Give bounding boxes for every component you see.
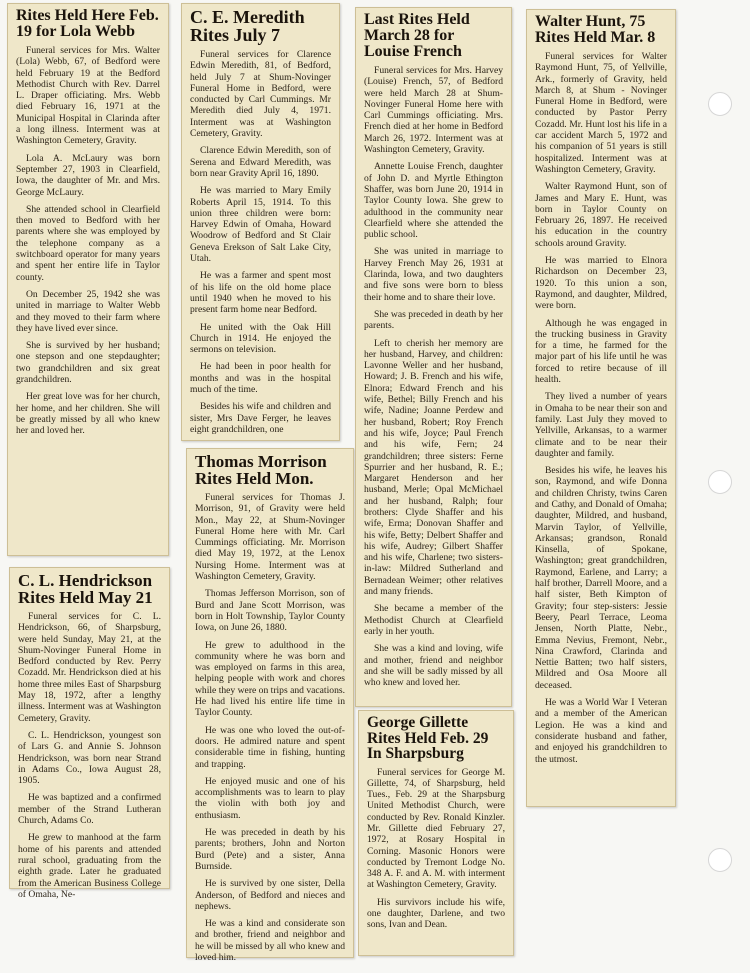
clipping-paragraph: He enjoyed music and one of his accomplishments was to learn to play the violin with both joy and enthusiasm. [195,775,345,821]
clipping-paragraph: He united with the Oak Hill Church in 1914. He enjoyed the sermons on television. [190,321,331,356]
clipping-paragraph: C. L. Hendrickson, youngest son of Lars G. and Annie S. Johnson Hendrickson, was born near Strand in Adams Co., Iowa August 28, 1905. [18,729,161,787]
clipping-paragraph: Left to cherish her memory are her husband, Harvey, and children: Lavonne Weller and her husband, Howard; J. B. French and his wife, Elnora; Edward French and his wife, Bethel; Billy French and his wife, Nadine; Joanne Perdew and her husband, Robert; Roy French and his wife, Joyce; Paul French and his wife, Fern; 24 grandchildren; three sisters: Ferne Spurrier and her husband, R. E.; Margaret Henderson and her husband, Merle; Opal McMichael and her husband, Ralph; four brothers: Clyde Shaffer and his wife, Erma; Donovan Shaffer and his wife, Betty; Delbert Shaffer and his wife, Audrey; Gilbert Shaffer and his wife, Charlene; two sisters-in-law: Mildred Sutherland and Bernadean Weimer; other relatives and many friends. [364,337,503,598]
clipping-paragraph: She is survived by her husband; one stepson and one stepdaughter; two grandchildren and six great grandchildren. [16,340,160,386]
obituary-clipping-walter-hunt [526,9,676,807]
clipping-headline: Thomas Morrison Rites Held Mon. [195,452,327,488]
clipping-paragraph: Walter Raymond Hunt, son of James and Mary E. Hunt, was born in Taylor County on February 26, 1897. He received his education in the country schools around Gravity. [535,181,667,249]
clipping-paragraph: On December 25, 1942 she was united in marriage to Walter Webb and they moved to their farm where they have lived ever since. [16,288,160,334]
clipping-paragraph: Annette Louise French, daughter of John D. and Myrtle Ethington Shaffer, was born June 20, 1914 in Taylor County Iowa. She grew to adulthood in the community near Clearfield where she attended the public school. [364,161,503,241]
clipping-paragraph: He was preceded in death by his parents; brothers, John and Norton Burd (Pete) and a sister, Anna Burnside. [195,827,345,872]
clipping-paragraph: Although he was engaged in the trucking business in Gravity for a time, he farmed for the major part of his life until he was forced to retire because of ill health. [535,317,667,386]
obituary-clipping-lola-webb [7,3,169,556]
clipping-headline: Last Rites Held March 28 for Louise French [364,11,470,60]
clipping-paragraph: She was preceded in death by her parents. [364,308,503,332]
obituary-clipping-george-gillette [358,710,514,956]
clipping-paragraph: He had been in poor health for months and was in the hospital much of the time. [190,361,331,396]
clipping-paragraph: Lola A. McLaury was born September 27, 1903 in Clearfield, Iowa, the daughter of Mr. and Mrs. George McLaury. [16,152,160,198]
obituary-clipping-ce-meredith [181,3,340,441]
clipping-paragraph: Thomas Jefferson Morrison, son of Burd and Jane Scott Morrison, was born in Holt Township, Taylor County Iowa, on June 26, 1880. [195,588,345,634]
clipping-paragraph: She became a member of the Methodist Church at Clearfield early in her youth. [364,603,503,637]
punch-hole [708,92,732,116]
clipping-paragraph: Funeral services for Walter Raymond Hunt, 75, of Yellville, Ark., formerly of Gravity, held March 8, at Shum - Novinger Funeral Home in Bedford, were conducted by Pastor Perry Cozadd. Mr. Hunt lost his life in a car accident March 5, 1972 and his companion of 51 years is still hospitalized. Interment was at Washington Cemetery, Gravity. [535,51,667,175]
clipping-paragraph: He grew to adulthood in the community where he was born and was employed on farms in this area, helping people with work and chores while they were on trips and vacations. He had lived his entire life time in Taylor County. [195,639,345,719]
punch-hole [708,848,732,872]
clipping-paragraph: She attended school in Clearfield then moved to Bedford with her parents where she was employed by the telephone company as a switchboard operator for many years and spent her entire life in Taylor county. [16,203,160,283]
clipping-paragraph: He was a kind and considerate son and brother, friend and neighbor and he will be missed by all who knew and loved him. [195,918,345,963]
clipping-paragraph: She was united in marriage to Harvey French May 26, 1931 at Clarinda, Iowa, and two daughters and five sons were born to bless their home and to share their love. [364,246,503,303]
clipping-headline: Walter Hunt, 75 Rites Held Mar. 8 [535,13,656,46]
clipping-paragraph: Funeral services for Clarence Edwin Meredith, 81, of Bedford, held July 7 at Shum-Novinger Funeral Home in Bedford, were conducted by Carl Cummings. Mr Meredith died July 4, 1971. Interment was at Washington Cemetery, Gravity. [190,49,331,140]
clipping-paragraph: He was married to Mary Emily Roberts April 15, 1914. To this union three children were born: Harvey Edwin of Omaha, Howard Woodrow of Bedford and St Clair Geneva Erekson of Salt Lake City, Utah. [190,185,331,265]
punch-hole [708,470,732,494]
clipping-paragraph: Besides his wife and children and sister, Mrs Dave Ferger, he leaves eight grandchildren, one [190,401,331,435]
clipping-paragraph: His survivors include his wife, one daughter, Darlene, and two sons, Ivan and Dean. [367,896,505,931]
clipping-paragraph: Funeral services for Mrs. Harvey (Louise) French, 57, of Bedford were held March 28 at Shum-Novinger Funeral Home here with Carl Cummings officiating. Mrs. French died at her home in Bedford March 26, 1972. Interment was at Washington Cemetery, Gravity. [364,65,503,156]
clipping-paragraph: Funeral services for Mrs. Walter (Lola) Webb, 67, of Bedford were held February 19 at the Bedford Methodist Church with Rev. Darrel L. Draper officiating. Mrs. Webb died February 16, 1971 at the Municipal Hospital in Clarinda after a long illness. Interment was at Washington Cemetery, Gravity. [16,45,160,147]
obituary-clipping-thomas-morrison [186,448,354,963]
clipping-paragraph: He was a farmer and spent most of his life on the old home place until 1940 when he moved to his present farm home near Bedford. [190,270,331,316]
obituary-clipping-louise-french [355,7,512,707]
clipping-paragraph: Funeral services for Thomas J. Morrison, 91, of Gravity were held Mon., May 22, at Shum-Novinger Funeral Home here with Mr. Carl Cummings officiating. Mr. Morrison died May 19, 1972, at the Lenox Nursing Home. Interment was at Washington Cemetery, Gravity. [195,492,345,583]
clipping-paragraph: They lived a number of years in Omaha to be near their son and family. Last July they moved to Yellville, Arkansas, to a warmer climate and to be near their daughter and family. [535,391,667,459]
clipping-paragraph: He was a World War I Veteran and a member of the American Legion. He was a kind and considerate husband and father, and enjoyed his grandchildren to the utmost. [535,697,667,765]
clipping-paragraph: Clarence Edwin Meredith, son of Serena and Edward Meredith, was born near Gravity April 16, 1890. [190,145,331,179]
clipping-headline: C. L. Hendrickson Rites Held May 21 [18,571,153,607]
clipping-paragraph: He was baptized and a confirmed member of the Strand Lutheran Church, Adams Co. [18,792,161,827]
clipping-paragraph: He grew to manhood at the farm home of his parents and attended rural school, graduating from the eighth grade. Later he graduated from the American Business College of Omaha, Ne- [18,832,161,900]
clipping-paragraph: He was married to Elnora Richardson on December 23, 1920. To this union a son, Raymond, and daughter, Mildred, were born. [535,255,667,312]
clipping-headline: George Gillette Rites Held Feb. 29 In Sharpsburg [367,714,489,762]
clipping-paragraph: He was one who loved the out-of-doors. He admired nature and spent considerable time in fishing, hunting and trapping. [195,724,345,770]
clipping-paragraph: Besides his wife, he leaves his son, Raymond, and wife Donna and children Christy, twins Caren and Cathy, and Donald of Omaha; daughter, Mildred, and husband, Marvin Taylor, of Yellville, Arkansas; grandson, Ronald Kinsella, of Spokane, Washington; great grandchildren, Raymond, Earlene, and Larry; a half brother, Darrell Moore, and a half sister, Beth Kimpton of Gravity; four step-sisters: Jessie Beery, Pearl Terrace, Leoma Jensen, North Platte, Nebr., Emma Nevius, Fremont, Nebr., Nina Crawford, Clarinda and Nettie Batten; two half sisters, Mildred and Osa Moore all deceased. [535,465,667,691]
clipping-paragraph: He is survived by one sister, Della Anderson, of Bedford and nieces and nephews. [195,878,345,912]
obituary-clipping-cl-hendrickson [9,567,170,900]
clipping-paragraph: She was a kind and loving, wife and mother, friend and neighbor and she will be sadly missed by all who knew and loved her. [364,643,503,689]
clipping-headline: Rites Held Here Feb. 19 for Lola Webb [16,7,159,40]
clipping-paragraph: Funeral services for C. L. Hendrickson, 66, of Sharpsburg, were held Sunday, May 21, at the Shum-Novinger Funeral Home in Bedford conducted by Rev. Perry Cozadd. Mr. Hendrickson died at his home three miles East of Sharpsburg May 18, 1972, after a lengthy illness. Interment was at Washington Cemetery, Gravity. [18,611,161,724]
clipping-headline: C. E. Meredith Rites July 7 [190,7,305,45]
clipping-paragraph: Funeral services for George M. Gillette, 74, of Sharpsburg, held Tues., Feb. 29 at the Sharpsburg United Methodist Church, were conducted by Rev. Ronald Kinzler. Mr. Gillette died February 27, 1972, at Rosary Hospital in Corning. Masonic Honors were conducted by Tremont Lodge No. 348 A. F. and A. M. with interment at Washington Cemetery, Gravity. [367,766,505,891]
clipping-paragraph: Her great love was for her church, her home, and her children. She will be greatly missed by all who knew her and loved her. [16,391,160,437]
